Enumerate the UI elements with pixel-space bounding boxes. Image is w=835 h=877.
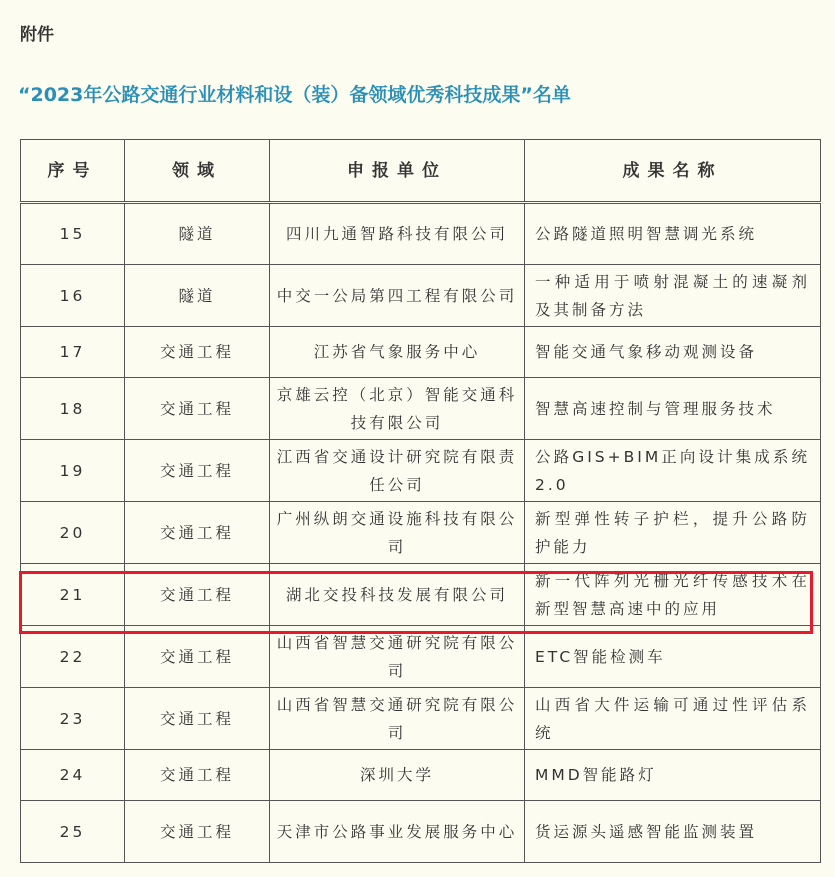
page-title: “2023年公路交通行业材料和设（装）备领域优秀科技成果”名单: [18, 84, 571, 106]
row-number: 15: [21, 203, 125, 265]
table-row: [21, 440, 821, 502]
row-field: 隧道: [125, 265, 270, 327]
row-unit: 山西省智慧交通研究院有限公司: [270, 626, 525, 688]
row-result: 山西省大件运输可通过性评估系统: [525, 688, 821, 750]
row-unit: 四川九通智路科技有限公司: [270, 203, 525, 265]
row-result: 新型弹性转子护栏，提升公路防护能力: [525, 502, 821, 564]
row-unit: 广州纵朗交通设施科技有限公司: [270, 502, 525, 564]
row-number: 23: [21, 688, 125, 750]
table-row: [21, 750, 821, 801]
row-field: 交通工程: [125, 440, 270, 502]
table-row-highlighted: [21, 564, 821, 626]
table-row: [21, 801, 821, 863]
row-number: 16: [21, 265, 125, 327]
row-number: 22: [21, 626, 125, 688]
attachment-label: 附件: [20, 25, 54, 45]
header-unit: 申报单位: [270, 140, 525, 203]
row-unit: 湖北交投科技发展有限公司: [270, 564, 525, 626]
table-row: [21, 688, 821, 750]
row-unit: 山西省智慧交通研究院有限公司: [270, 688, 525, 750]
row-field: 交通工程: [125, 564, 270, 626]
row-result: 货运源头遥感智能监测装置: [525, 801, 821, 863]
table-row: [21, 626, 821, 688]
row-number: 19: [21, 440, 125, 502]
row-field: 交通工程: [125, 378, 270, 440]
table-row: [21, 327, 821, 378]
table-row: [21, 203, 821, 265]
row-number: 21: [21, 564, 125, 626]
row-field: 交通工程: [125, 750, 270, 801]
row-result: 一种适用于喷射混凝土的速凝剂及其制备方法: [525, 265, 821, 327]
header-result: 成果名称: [525, 140, 821, 203]
row-field: 交通工程: [125, 801, 270, 863]
table-row: [21, 378, 821, 440]
row-result: 智能交通气象移动观测设备: [525, 327, 821, 378]
row-unit: 中交一公局第四工程有限公司: [270, 265, 525, 327]
row-number: 18: [21, 378, 125, 440]
row-unit: 京雄云控（北京）智能交通科技有限公司: [270, 378, 525, 440]
row-result: 公路GIS+BIM正向设计集成系统2.0: [525, 440, 821, 502]
header-number: 序号: [21, 140, 125, 203]
row-number: 24: [21, 750, 125, 801]
table-row: [21, 265, 821, 327]
table-row: [21, 502, 821, 564]
row-number: 17: [21, 327, 125, 378]
row-unit: 深圳大学: [270, 750, 525, 801]
row-result: MMD智能路灯: [525, 750, 821, 801]
row-result: 新一代阵列光栅光纤传感技术在新型智慧高速中的应用: [525, 564, 821, 626]
table-header-row: [21, 140, 821, 203]
row-unit: 天津市公路事业发展服务中心: [270, 801, 525, 863]
row-number: 25: [21, 801, 125, 863]
row-result: 智慧高速控制与管理服务技术: [525, 378, 821, 440]
row-field: 交通工程: [125, 626, 270, 688]
header-field: 领域: [125, 140, 270, 203]
row-field: 交通工程: [125, 327, 270, 378]
row-result: 公路隧道照明智慧调光系统: [525, 203, 821, 265]
row-result: ETC智能检测车: [525, 626, 821, 688]
row-field: 隧道: [125, 203, 270, 265]
row-number: 20: [21, 502, 125, 564]
row-unit: 江西省交通设计研究院有限责任公司: [270, 440, 525, 502]
row-field: 交通工程: [125, 688, 270, 750]
results-table: [20, 139, 821, 863]
row-unit: 江苏省气象服务中心: [270, 327, 525, 378]
row-field: 交通工程: [125, 502, 270, 564]
